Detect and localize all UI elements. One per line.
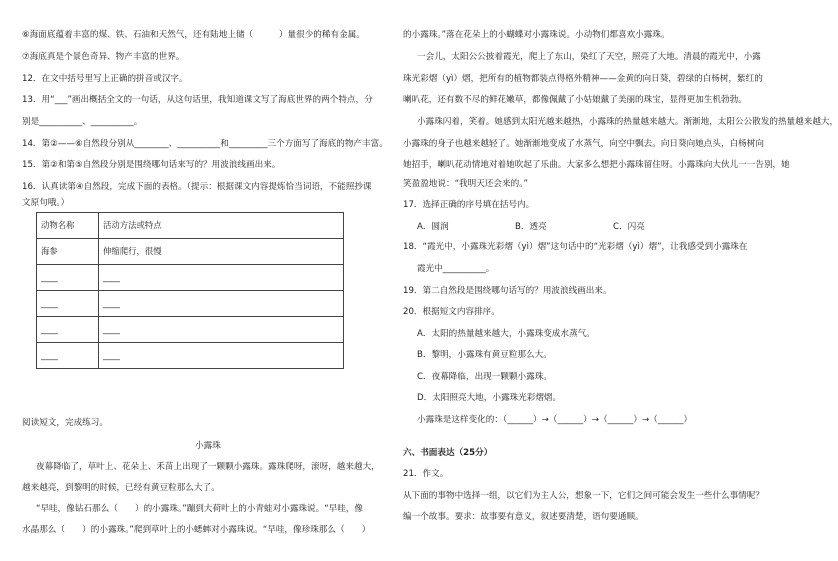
text-line: 文原句哦。） <box>22 198 70 208</box>
table-row <box>37 239 344 265</box>
table-cell: ____ <box>37 317 99 343</box>
table-cell: ____ <box>37 343 99 369</box>
order-item-d: D．太阳照亮大地，小露珠光彩熠熠。 <box>417 393 562 403</box>
story-line: 水晶那么（ ）的小露珠。”爬到草叶上的小蟋蟀对小露珠说。“早哇，像珍珠那么（ ） <box>22 525 371 535</box>
order-item-a: A．太阳的热量越来越大，小露珠变成水蒸气。 <box>417 329 595 339</box>
table-cell: ____ <box>99 343 344 369</box>
question-12: 12．在文中括号里写上正确的拼音或汉字。 <box>22 74 188 84</box>
story-line: 小露珠闪着，笑着。她感到太阳光越来越热，小露珠的热量越来越大。渐渐地，太阳公公散发的热量越来越大， <box>417 117 838 127</box>
option-c: C．闪亮 <box>613 222 645 232</box>
question-18: 18．“霞光中，小露珠光彩熠（yì）熠”这句话中的“光彩熠（yì）熠”，让我感受到小露珠在 <box>403 242 748 252</box>
table-cell: ____ <box>99 317 344 343</box>
story-line: 一会儿，太阳公公披着霞光，爬上了东山，染红了天空，照亮了大地。清晨的霞光中，小露 <box>417 52 761 62</box>
story-line: 越来越亮，到黎明的时候，已经有黄豆粒那么大了。 <box>22 483 220 493</box>
animal-table <box>36 212 344 369</box>
table-cell: 伸缩爬行，很慢 <box>99 239 344 265</box>
table-row <box>37 343 344 369</box>
table-row <box>37 265 344 291</box>
story-line: 她招手，喇叭花动情地对着她吹起了乐曲。大家多么想把小露珠留住呀。小露珠向大伙儿一一告别，她 <box>403 160 790 170</box>
question-17: 17．选择正确的序号填在括号内。 <box>403 200 535 210</box>
story-title: 小露珠 <box>195 441 221 451</box>
option-a: A．圆润 <box>417 222 449 232</box>
story-line: 喇叭花，还有数不尽的鲜花嫩草，都像佩戴了小姑娘戴了美丽的珠宝，显得更加生机勃勃。 <box>403 95 747 105</box>
table-cell: ____ <box>99 265 344 291</box>
order-item-c: C．夜幕降临，出现一颗颗小露珠。 <box>417 372 552 382</box>
story-line: “早哇，像钻石那么（ ）的小露珠。”蹦到大荷叶上的小青蛙对小露珠说。“早哇，像 <box>36 504 364 514</box>
question-20: 20．根据短文内容排序。 <box>403 307 500 317</box>
table-cell: 海参 <box>37 239 99 265</box>
story-line: 小露珠的身子也越来越轻了。她渐渐地变成了水蒸气，向空中飘去。向日葵向她点头，白杨树向 <box>403 139 764 149</box>
question-21: 21．作文。 <box>403 469 449 479</box>
table-row <box>37 317 344 343</box>
text-line: 从下面的事物中选择一组，以它们为主人公，想象一下，它们之间可能会发生一些什么事情呢？ <box>403 491 764 501</box>
reading-intro: 阅读短文，完成练习。 <box>22 418 108 428</box>
text-line: 编一个故事。要求：故事要有意义，叙述要清楚，语句要通顺。 <box>403 512 644 522</box>
question-15: 15．第②和第⑤自然段分别是围绕哪句话来写的？用波浪线画出来。 <box>22 160 281 170</box>
section-heading: 六、书面表达（25分） <box>403 448 493 458</box>
table-cell: 动物名称 <box>37 213 99 239</box>
table-cell: ____ <box>99 291 344 317</box>
table-cell: ____ <box>37 291 99 317</box>
story-line: 夜幕降临了，草叶上、花朵上、禾苗上出现了一颗颗小露珠。露珠爬呀，滚呀，越来越大， <box>36 462 380 472</box>
table-row <box>37 213 344 239</box>
story-line: 笑盈盈地说：“我明天还会来的。” <box>403 179 528 189</box>
table-cell: ____ <box>37 265 99 291</box>
order-item-b: B．黎明，小露珠有黄豆粒那么大。 <box>417 350 552 360</box>
question-19: 19．第二自然段是围绕哪句话写的？用波浪线画出来。 <box>403 286 612 296</box>
order-answer: 小露珠是这样变化的：（______）→（______）→（______）→（______） <box>417 415 693 425</box>
story-line: 的小露珠。”落在花朵上的小蝴蝶对小露珠说。小动物们都喜欢小露珠。 <box>403 30 670 40</box>
text-line: ⑥海面底蕴着丰富的煤、铁、石油和天然气，还有陆地上储（ ）量很少的稀有金属。 <box>22 30 365 40</box>
question-14: 14．第②——⑥自然段分别从________、__________和_________三个方面写了海底的物产丰富。 <box>22 139 388 149</box>
story-line: 珠光彩熠（yì）熠，把所有的植物都装点得格外精神——金黄的向日葵，碧绿的白杨树，紫红的 <box>403 74 763 84</box>
table-row <box>37 291 344 317</box>
table-cell: 活动方法或特点 <box>99 213 344 239</box>
question-13: 13．用“___”画出概括全文的一句话，从这句话里，我知道课文写了海底世界的两个特点，分 <box>22 95 373 105</box>
text-line: 别是__________、__________。 <box>22 117 143 127</box>
option-b: B．透亮 <box>515 222 547 232</box>
question-16: 16．认真读第④自然段，完成下面的表格。（提示：根据课文内容提炼恰当词语，不能照抄课 <box>22 182 372 192</box>
text-line: ⑦海底真是个景色奇异、物产丰富的世界。 <box>22 52 185 62</box>
text-line: 霞光中__________。 <box>417 264 495 274</box>
